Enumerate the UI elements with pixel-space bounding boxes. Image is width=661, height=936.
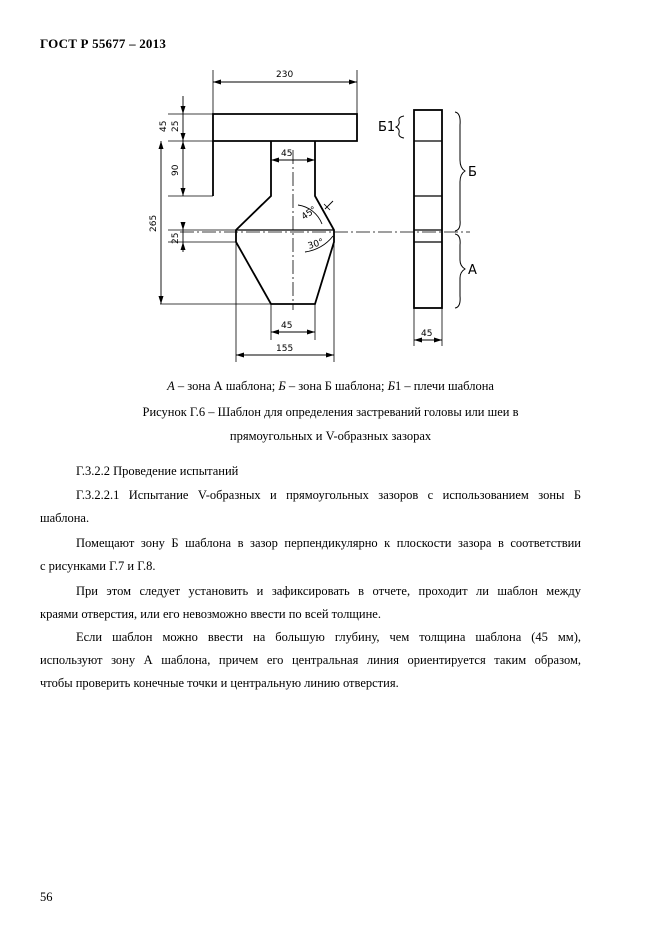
page-number: 56 bbox=[40, 890, 53, 904]
dim-flange-thickness: 25 bbox=[171, 120, 181, 132]
zone-label-b1: Б1 bbox=[378, 120, 396, 135]
paragraph-1: Г.3.2.2.1 Испытание V-образных и прямоугольных зазоров с использованием зоны Б шаблона. bbox=[40, 488, 581, 525]
dim-neck-height: 90 bbox=[171, 164, 181, 176]
paragraph-3: При этом следует установить и зафиксировать в отчете, проходит ли шаблон между краями отверстия, или его невозможно ввести по всей толщине. bbox=[40, 584, 581, 621]
dim-mid-thickness: 25 bbox=[171, 232, 181, 244]
template-drawing bbox=[0, 0, 661, 380]
dim-overall-width: 155 bbox=[276, 344, 294, 354]
dim-top-width: 230 bbox=[276, 70, 294, 80]
dim-neck-width: 45 bbox=[281, 149, 293, 159]
template-outline bbox=[213, 114, 357, 304]
section-heading: Г.3.2.2 Проведение испытаний bbox=[76, 464, 239, 478]
paragraph-2: Помещают зону Б шаблона в зазор перпендикулярно к плоскости зазора в соответствии с рисунками Г.7 и Г.8. bbox=[40, 536, 581, 573]
figure-title-line-1: Рисунок Г.6 – Шаблон для определения застреваний головы или шеи в bbox=[142, 405, 519, 419]
dim-total-upper: 45 bbox=[159, 120, 169, 132]
side-view bbox=[414, 110, 442, 308]
paragraph-4: Если шаблон можно ввести на большую глубину, чем толщина шаблона (45 мм), используют зону А шаблона, причем его центральная линия ориентируется таким образом, чтобы проверить конечные точки и центральную линию отверстия. bbox=[40, 630, 581, 690]
document-header: ГОСТ Р 55677 – 2013 bbox=[40, 36, 167, 51]
dim-side-thickness: 45 bbox=[421, 329, 433, 339]
angle-45-label: 45° bbox=[299, 205, 319, 223]
figure-legend: А – зона А шаблона; Б – зона Б шаблона; Б1 – плечи шаблона bbox=[167, 379, 494, 393]
angle-30-label: 30° bbox=[306, 237, 326, 252]
figure-title-line-2: прямоугольных и V-образных зазорах bbox=[229, 429, 432, 443]
dim-bottom-width: 45 bbox=[281, 321, 293, 331]
zone-label-b: Б bbox=[468, 165, 477, 180]
dim-total-height: 265 bbox=[149, 214, 159, 232]
zone-label-a: А bbox=[468, 263, 477, 278]
